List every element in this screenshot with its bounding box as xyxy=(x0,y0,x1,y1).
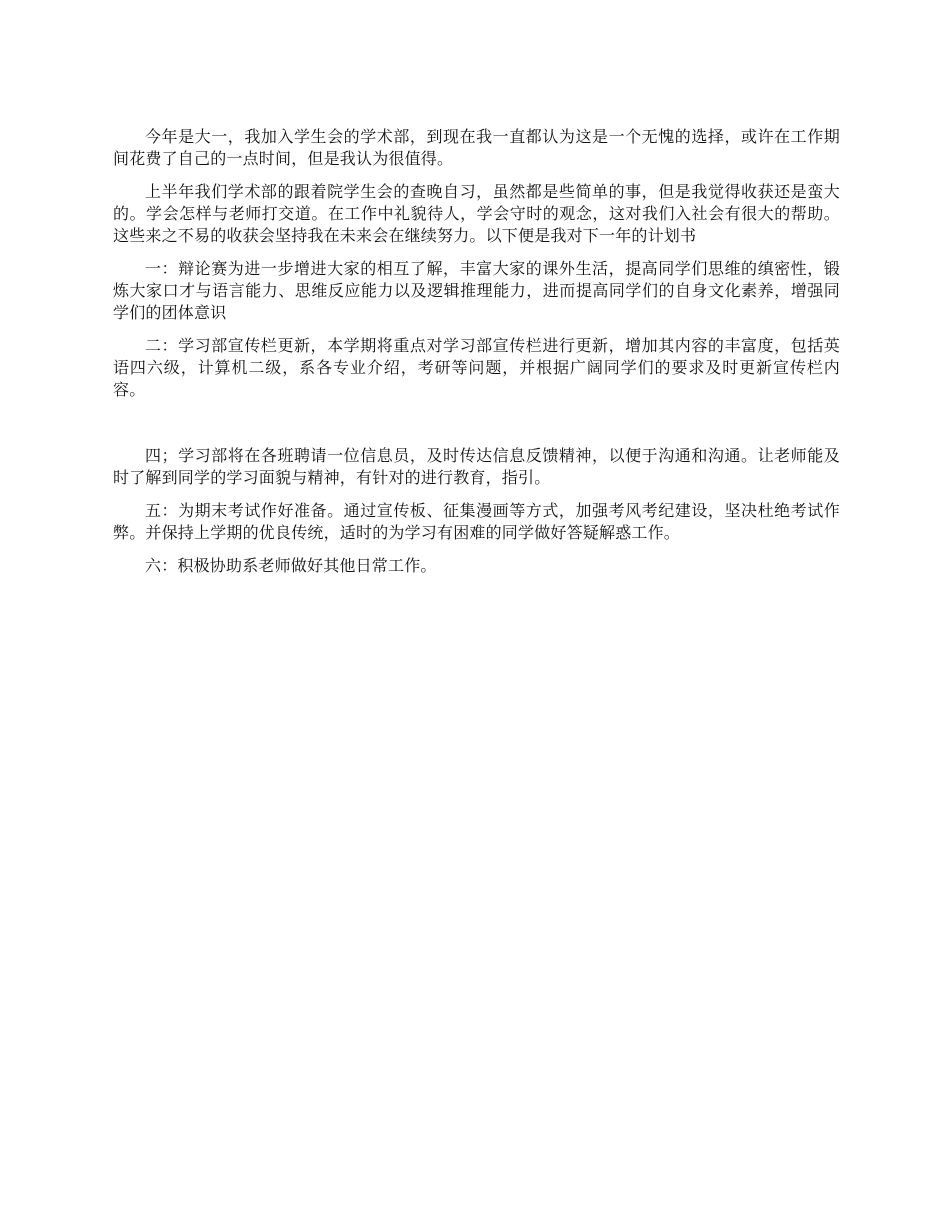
paragraph-plan-item-assist: 六：积极协助系老师做好其他日常工作。 xyxy=(145,556,437,575)
paragraph-plan-item-informant: 四；学习部将在各班聘请一位信息员，及时传达信息反馈精神，以便于沟通和沟通。让老师能及时了解到同学的学习面貌与精神，有针对的进行教育，指引。 xyxy=(113,446,840,487)
document-body xyxy=(113,126,840,588)
paragraph-intro: 今年是大一，我加入学生会的学术部，到现在我一直都认为这是一个无愧的选择，或许在工作期间花费了自己的一点时间，但是我认为很值得。 xyxy=(113,127,840,168)
paragraph-plan-item-debate: 一：辩论赛为进一步增进大家的相互了解，丰富大家的课外生活，提高同学们思维的缜密性，锻炼大家口才与语言能力、思维反应能力以及逻辑推理能力，进而提高同学们的自身文化素养，增强同学们的团体意识 xyxy=(113,259,840,322)
paragraph-gap xyxy=(113,412,840,445)
paragraph-plan-item-exam-prep: 五：为期末考试作好准备。通过宣传板、征集漫画等方式，加强考风考纪建设，坚决杜绝考试作弊。并保持上学期的优良传统，适时的为学习有困难的同学做好答疑解惑工作。 xyxy=(113,501,840,542)
paragraph-first-half-summary: 上半年我们学术部的跟着院学生会的查晚自习，虽然都是些简单的事，但是我觉得收获还是蛮大的。学会怎样与老师打交道。在工作中礼貌待人，学会守时的观念，这对我们入社会有很大的帮助。这些来之不易的收获会坚持我在未来会在继续努力。以下便是我对下一年的计划书 xyxy=(113,182,840,245)
paragraph-plan-item-bulletin: 二：学习部宣传栏更新，本学期将重点对学习部宣传栏进行更新，增加其内容的丰富度，包括英语四六级，计算机二级，系各专业介绍，考研等问题，并根据广阔同学们的要求及时更新宣传栏内容。 xyxy=(113,336,840,399)
